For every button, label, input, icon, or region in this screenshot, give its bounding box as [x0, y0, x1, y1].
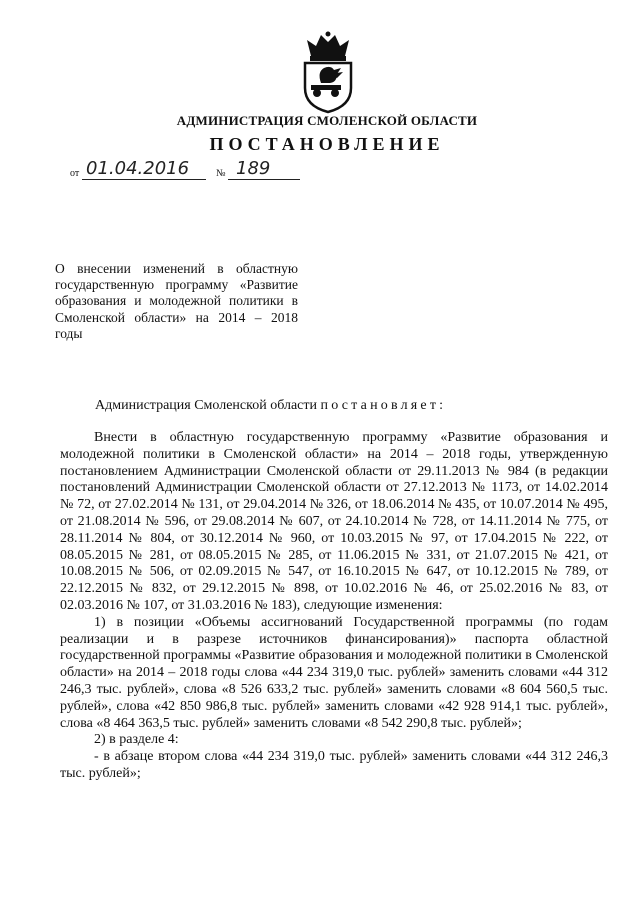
document-body	[60, 430, 608, 783]
document-type-title: ПОСТАНОВЛЕНИЕ	[209, 134, 445, 154]
date-number-line	[70, 160, 310, 184]
crown-icon	[307, 35, 349, 56]
date-value: 01.04.2016	[86, 158, 190, 179]
document-subject: О внесении изменений в областную государственную программу «Развитие образования и молодежной политики в Смоленской области» на 2014 – 2018 годы	[55, 261, 298, 341]
coat-of-arms-emblem	[297, 30, 359, 114]
number-prefix: №	[216, 168, 226, 179]
body-paragraph-2: 1) в позиции «Объемы ассигнований Государственной программы (по годам реализации и в разрезе источников финансирования)» паспорта областной государственной программы «Развитие образования и молодежной политики в Смоленской области» на 2014 – 2018 годы слова «44 234 319,0 тыс. рублей» заменить словами «44 312 246,3 тыс. рублей», слова «8 526 633,2 тыс. рублей» заменить словами «8 604 560,5 тыс. рублей», слова «42 850 986,8 тыс. рублей» заменить словами «42 928 914,1 тыс. рублей», слова «8 464 363,5 тыс. рублей» заменить словами «8 542 290,8 тыс. рублей»;	[60, 614, 608, 731]
preamble	[95, 398, 446, 414]
administration-name: АДМИНИСТРАЦИЯ СМОЛЕНСКОЙ ОБЛАСТИ	[176, 113, 478, 128]
preamble-text: Администрация Смоленской области	[95, 398, 318, 413]
decree-word: постановляет:	[320, 398, 447, 413]
body-paragraph-1: Внести в областную государственную программу «Развитие образования и молодежной политики в Смоленской области» на 2014 – 2018 годы, утвержденную постановлением Администрации Смоленской области от 29.11.2013 № 984 (в редакции постановлений Администрации Смоленской области от 27.12.2013 № 1173, от 14.02.2014 № 72, от 27.02.2014 № 131, от 29.04.2014 № 326, от 18.06.2014 № 435, от 10.07.2014 № 495, от 21.08.2014 № 596, от 29.08.2014 № 607, от 24.10.2014 № 728, от 14.11.2014 № 775, от 28.11.2014 № 804, от 30.12.2014 № 960, от 10.03.2015 № 97, от 17.04.2015 № 222, от 08.05.2015 № 281, от 08.05.2015 № 285, от 11.06.2015 № 331, от 21.07.2015 № 421, от 10.08.2015 № 506, от 02.09.2015 № 547, от 16.10.2015 № 647, от 10.12.2015 № 789, от 22.12.2015 № 832, от 29.12.2015 № 898, от 10.02.2016 № 46, от 25.02.2016 № 83, от 02.03.2016 № 107, от 31.03.2016 № 183), следующие изменения:	[60, 430, 608, 613]
number-value: 189	[236, 158, 271, 179]
date-prefix: от	[70, 168, 80, 179]
body-paragraph-3: 2) в разделе 4:	[94, 732, 179, 748]
body-paragraph-4: - в абзаце втором слова «44 234 319,0 тыс. рублей» заменить словами «44 312 246,3 тыс. рублей»;	[60, 749, 608, 781]
